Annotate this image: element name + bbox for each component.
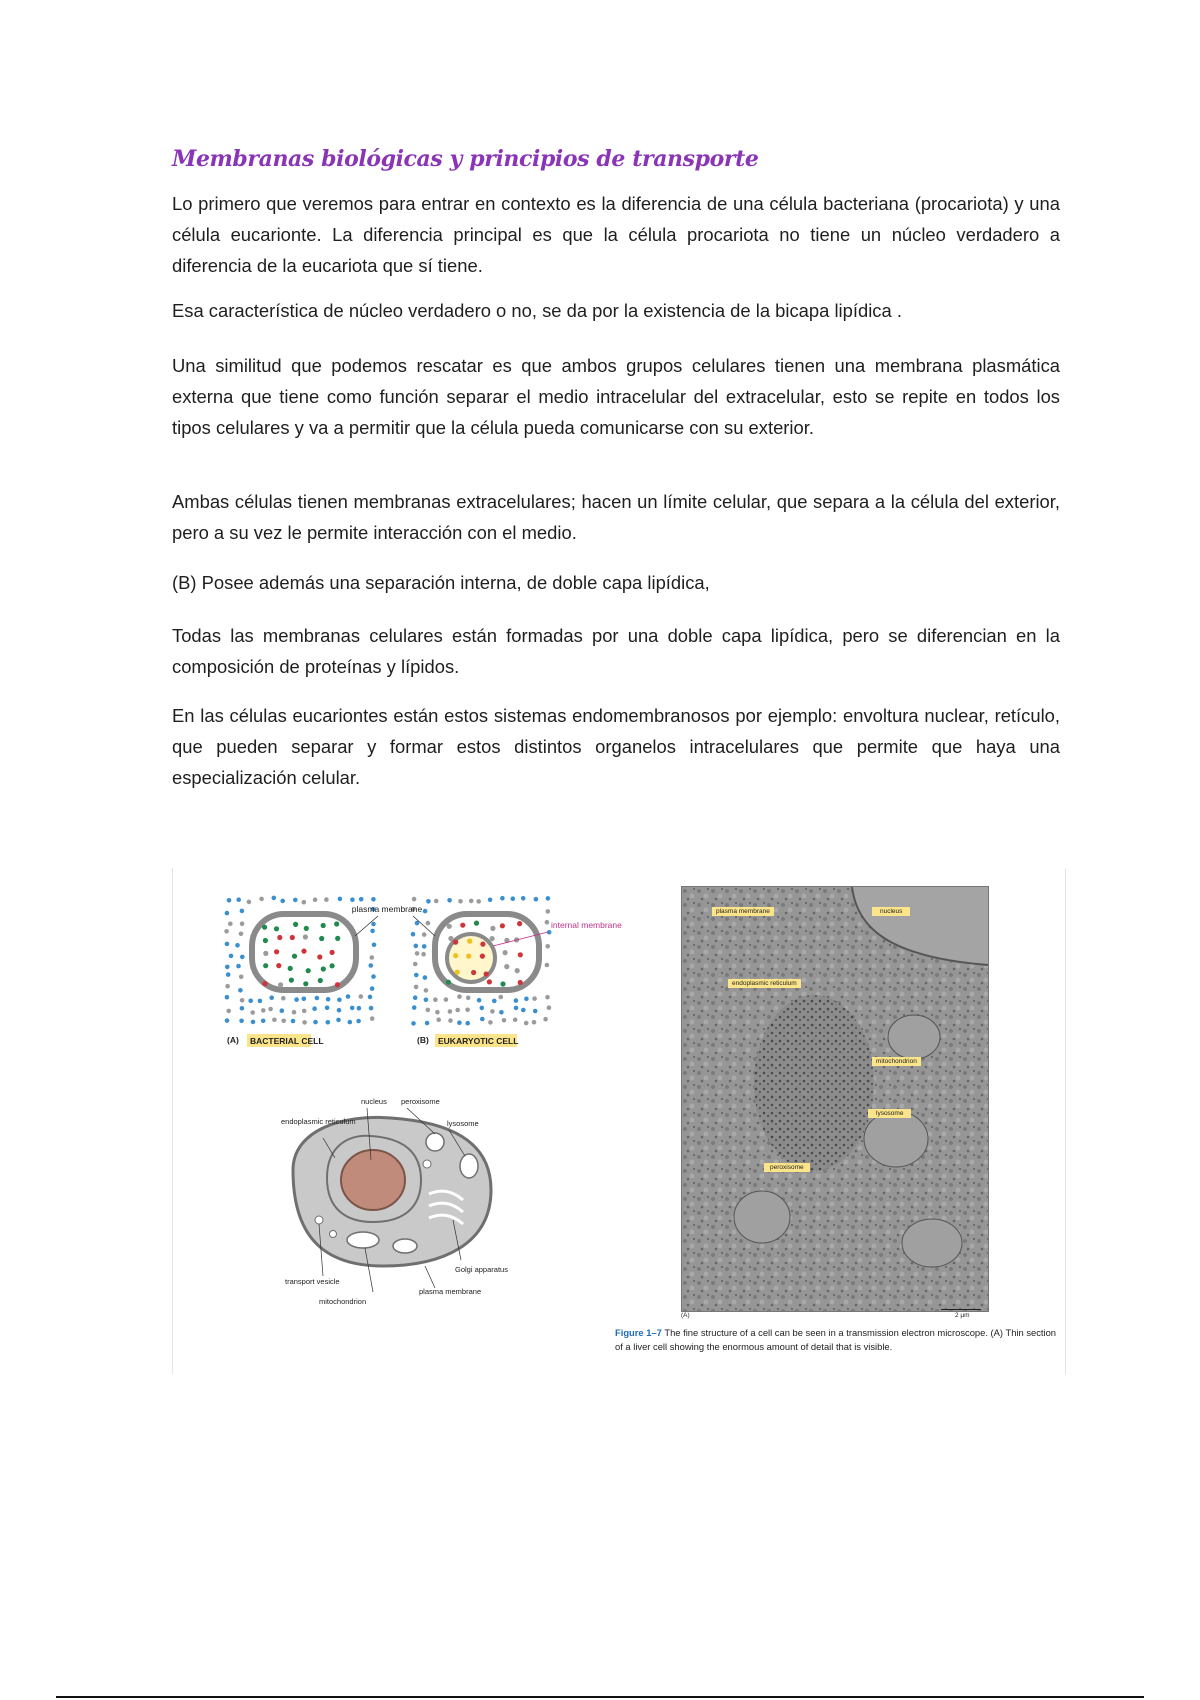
- molecule-dot: [460, 923, 465, 928]
- molecule-dot: [278, 982, 283, 987]
- molecule-dot: [274, 926, 279, 931]
- paragraph-7: En las células eucariontes están estos sistemas endomembranosos por ejemplo: envoltura nuclear, retículo, que pueden separar y formar estos distintos organelos intracelulares que permite que haya una especialización celular.: [172, 705, 1060, 788]
- molecule-dot: [306, 968, 311, 973]
- molecule-dot: [546, 896, 551, 901]
- page-title: Membranas biológicas y principios de transporte: [172, 146, 759, 172]
- molecule-dot: [238, 988, 243, 993]
- molecule-dot: [547, 1005, 552, 1010]
- molecule-dot: [435, 1010, 440, 1015]
- molecule-dot: [240, 1006, 245, 1011]
- molecule-dot: [313, 1020, 318, 1025]
- molecule-dot: [514, 1006, 519, 1011]
- panel-a-label: BACTERIAL CELL: [250, 1036, 324, 1046]
- molecule-dot: [499, 995, 504, 1000]
- molecule-dot: [290, 935, 295, 940]
- molecule-dot: [413, 962, 418, 967]
- paragraph-1: Lo primero que veremos para entrar en contexto es la diferencia de una célula bacteriana (procariota) y una célula eucarionte. La diferencia principal es que la célula procariota no tiene un núcleo verdadero a diferencia de la eucariota que sí tiene.: [172, 193, 1060, 276]
- molecule-dot: [294, 997, 299, 1002]
- bottom-rule: [56, 1696, 1144, 1698]
- molecule-dot: [500, 923, 505, 928]
- molecule-dot: [453, 940, 458, 945]
- molecule-dot: [227, 898, 232, 903]
- em-panel-letter: (A): [681, 1312, 690, 1319]
- molecule-dot: [492, 999, 497, 1004]
- bacterial-cell-diagram: [224, 896, 376, 1025]
- molecule-dot: [412, 1005, 417, 1010]
- molecule-dot: [336, 1018, 341, 1023]
- molecule-dot: [422, 944, 427, 949]
- mitochondrion-region: [864, 1111, 928, 1167]
- molecule-dot: [272, 896, 277, 901]
- molecule-dot: [326, 997, 331, 1002]
- molecule-dot: [281, 1019, 286, 1024]
- molecule-dot: [488, 898, 493, 903]
- molecule-dot: [225, 942, 230, 947]
- molecule-dot: [370, 986, 375, 991]
- peroxisome-shape: [426, 1133, 444, 1151]
- molecule-dot: [487, 979, 492, 984]
- vesicle-shape: [423, 1160, 431, 1168]
- molecule-dot: [370, 955, 375, 960]
- molecule-dot: [444, 997, 449, 1002]
- molecule-dot: [330, 950, 335, 955]
- molecule-dot: [239, 975, 244, 980]
- molecule-dot: [465, 1021, 470, 1026]
- electron-micrograph: [681, 886, 989, 1312]
- molecule-dot: [261, 1008, 266, 1013]
- molecule-dot: [359, 994, 364, 999]
- eukaryotic-cell-diagram: [411, 896, 552, 1026]
- molecule-dot: [469, 899, 474, 904]
- molecule-dot: [302, 1009, 307, 1014]
- molecule-dot: [228, 922, 233, 927]
- paragraph-3: Una similitud que podemos rescatar es que ambos grupos celulares tienen una membrana plasmática externa que tiene como función separar el medio intracelular del extracelular, esto se repite en todos los tipos celulares y va a permitir que la célula pueda comunicarse con su exterior.: [172, 355, 1060, 438]
- molecule-dot: [337, 998, 342, 1003]
- molecule-dot: [490, 926, 495, 931]
- molecule-dot: [225, 965, 230, 970]
- molecule-dot: [500, 896, 505, 901]
- paragraph-6: Todas las membranas celulares están formadas por una doble capa lipídica, pero se diferencian en la composición de proteínas y lípidos.: [172, 625, 1060, 677]
- molecule-dot: [371, 922, 376, 927]
- molecule-dot: [423, 909, 428, 914]
- molecule-dot: [280, 899, 285, 904]
- molecule-dot: [521, 1008, 526, 1013]
- molecule-dot: [413, 995, 418, 1000]
- molecule-dot: [293, 898, 298, 903]
- molecule-dot: [240, 909, 245, 914]
- molecule-dot: [490, 936, 495, 941]
- mitochondrion-shape: [347, 1232, 379, 1248]
- molecule-dot: [315, 996, 320, 1001]
- molecule-dot: [471, 970, 476, 975]
- molecule-dot: [480, 1006, 485, 1011]
- molecule-dot: [534, 897, 539, 902]
- caption-text: The fine structure of a cell can be seen in a transmission electron microscope. (A) Thin section of a liver cell showing the enormous amount of detail that is visible.: [615, 1327, 1057, 1352]
- molecule-dot: [433, 997, 438, 1002]
- molecule-dot: [292, 954, 297, 959]
- molecule-dot: [480, 942, 485, 947]
- molecule-dot: [291, 1019, 296, 1024]
- em-label-nucleus: nucleus: [872, 907, 910, 916]
- molecule-dot: [229, 954, 234, 959]
- molecule-dot: [434, 899, 439, 904]
- molecule-dot: [368, 995, 373, 1000]
- molecule-dot: [426, 1008, 431, 1013]
- molecule-dot: [318, 978, 323, 983]
- vesicle-label: transport vesicle: [285, 1277, 340, 1286]
- golgi-label: Golgi apparatus: [455, 1265, 508, 1274]
- panel-b-label: EUKARYOTIC CELL: [438, 1036, 519, 1046]
- molecule-dot: [269, 995, 274, 1000]
- mitochondrion-label: mitochondrion: [319, 1297, 367, 1306]
- molecule-dot: [235, 943, 240, 948]
- molecule-dot: [225, 911, 230, 916]
- molecule-dot: [371, 974, 376, 979]
- molecule-dot: [335, 982, 340, 987]
- molecule-dot: [422, 932, 427, 937]
- molecule-dot: [546, 909, 551, 914]
- molecule-dot: [455, 1008, 460, 1013]
- molecule-dot: [502, 1018, 507, 1023]
- molecule-dot: [225, 984, 230, 989]
- molecule-dot: [371, 897, 376, 902]
- molecule-dot: [262, 981, 267, 986]
- molecule-dot: [411, 932, 416, 937]
- molecule-dot: [458, 899, 463, 904]
- nucleus-label: nucleus: [361, 1097, 387, 1106]
- molecule-dot: [370, 1016, 375, 1021]
- molecule-dot: [325, 1006, 330, 1011]
- molecule-dot: [225, 1018, 230, 1023]
- molecule-dot: [326, 1020, 331, 1025]
- molecule-dot: [321, 966, 326, 971]
- molecule-dot: [335, 936, 340, 941]
- molecule-dot: [545, 963, 550, 968]
- panel-b-letter: (B): [417, 1035, 429, 1045]
- molecule-dot: [372, 943, 377, 948]
- internal-membrane-label: internal membrane: [551, 920, 622, 930]
- molecule-dot: [369, 963, 374, 968]
- molecule-dot: [356, 1019, 361, 1024]
- molecule-dot: [337, 1008, 342, 1013]
- molecule-dot: [313, 897, 318, 902]
- molecule-dot: [258, 999, 263, 1004]
- eukaryotic-organelle-diagram: [293, 1117, 491, 1266]
- molecule-dot: [426, 921, 431, 926]
- molecule-dot: [338, 897, 343, 902]
- molecule-dot: [272, 1018, 277, 1023]
- molecule-dot: [251, 1020, 256, 1025]
- molecule-dot: [477, 998, 482, 1003]
- molecule-dot: [250, 1010, 255, 1015]
- molecule-dot: [321, 923, 326, 928]
- figure-ref: Figure 1–7: [615, 1327, 662, 1338]
- molecule-dot: [474, 921, 479, 926]
- em-label-lysosome: lysosome: [868, 1109, 911, 1118]
- molecule-dot: [302, 900, 307, 905]
- molecule-dot: [447, 924, 452, 929]
- molecule-dot: [240, 955, 245, 960]
- molecule-dot: [370, 929, 375, 934]
- molecule-dot: [226, 972, 231, 977]
- lysosome-shape: [460, 1154, 478, 1178]
- molecule-dot: [324, 897, 329, 902]
- molecule-dot: [490, 1009, 495, 1014]
- molecule-dot: [511, 896, 516, 901]
- molecule-dot: [226, 1009, 231, 1014]
- em-label-mitochondrion: mitochondrion: [872, 1057, 921, 1066]
- molecule-dot: [262, 925, 267, 930]
- molecule-dot: [293, 922, 298, 927]
- molecule-dot: [545, 995, 550, 1000]
- molecule-dot: [424, 998, 429, 1003]
- molecule-dot: [312, 1006, 317, 1011]
- molecule-dot: [350, 897, 355, 902]
- molecule-dot: [466, 996, 471, 1001]
- molecule-dot: [514, 998, 519, 1003]
- molecule-dot: [457, 1020, 462, 1025]
- molecule-dot: [504, 964, 509, 969]
- molecule-dot: [280, 1008, 285, 1013]
- glycogen-region: [754, 995, 874, 1171]
- figure-caption: [615, 1326, 1059, 1354]
- molecule-dot: [225, 995, 230, 1000]
- molecule-dot: [412, 897, 417, 902]
- micrograph-image: [682, 887, 988, 1311]
- molecule-dot: [239, 932, 244, 937]
- molecule-dot: [476, 899, 481, 904]
- molecule-dot: [302, 997, 307, 1002]
- molecule-dot: [517, 921, 522, 926]
- molecule-dot: [274, 949, 279, 954]
- molecule-dot: [303, 934, 308, 939]
- molecule-dot: [414, 985, 419, 990]
- molecule-dot: [415, 951, 420, 956]
- paragraph-4: Ambas células tienen membranas extracelulares; hacen un límite celular, que separa a la célula del exterior, pero a su vez le permite interacción con el medio.: [172, 491, 1060, 543]
- molecule-dot: [423, 975, 428, 980]
- cell-diagrams: [173, 868, 673, 1374]
- scale-label: 2 µm: [955, 1312, 970, 1319]
- molecule-dot: [301, 949, 306, 954]
- molecule-dot: [448, 1009, 453, 1014]
- molecule-dot: [532, 996, 537, 1001]
- paragraph-5: (B) Posee además una separación interna, de doble capa lipídica,: [172, 572, 710, 593]
- molecule-dot: [453, 953, 458, 958]
- er-label: endoplasmic reticulum: [281, 1117, 356, 1126]
- molecule-dot: [292, 1010, 297, 1015]
- vesicle-shape: [330, 1231, 337, 1238]
- molecule-dot: [263, 938, 268, 943]
- nucleus-shape: [341, 1150, 405, 1210]
- molecule-dot: [414, 944, 419, 949]
- molecule-dot: [448, 1018, 453, 1023]
- paragraph-2: Esa característica de núcleo verdadero o no, se da por la existencia de la bicapa lipídica .: [172, 300, 902, 321]
- vesicle-shape: [315, 1216, 323, 1224]
- molecule-dot: [513, 1018, 518, 1023]
- molecule-dot: [239, 1019, 244, 1024]
- molecule-dot: [288, 966, 293, 971]
- molecule-dot: [236, 897, 241, 902]
- molecule-dot: [425, 1021, 430, 1026]
- molecule-dot: [303, 981, 308, 986]
- molecule-dot: [543, 1017, 548, 1022]
- molecule-dot: [261, 1019, 266, 1024]
- molecule-dot: [304, 926, 309, 931]
- molecule-dot: [281, 996, 286, 1001]
- molecule-dot: [446, 980, 451, 985]
- molecule-dot: [499, 1010, 504, 1015]
- molecule-dot: [455, 970, 460, 975]
- molecule-dot: [357, 1006, 362, 1011]
- molecule-dot: [359, 897, 364, 902]
- molecule-dot: [302, 1020, 307, 1025]
- molecule-dot: [317, 954, 322, 959]
- molecule-dot: [533, 1009, 538, 1014]
- molecule-dot: [268, 1007, 273, 1012]
- molecule-dot: [369, 1006, 374, 1011]
- plasma-membrane-label: plasma membrane: [351, 904, 423, 914]
- molecule-dot: [248, 999, 253, 1004]
- molecule-dot: [518, 952, 523, 957]
- molecule-dot: [545, 944, 550, 949]
- molecule-dot: [350, 1006, 355, 1011]
- molecule-dot: [259, 897, 264, 902]
- molecule-dot: [224, 929, 229, 934]
- figure: [172, 868, 1066, 1374]
- molecule-dot: [515, 968, 520, 973]
- molecule-dot: [334, 921, 339, 926]
- molecule-dot: [426, 899, 431, 904]
- molecule-dot: [319, 936, 324, 941]
- em-label-er: endoplasmic reticulum: [728, 979, 801, 988]
- molecule-dot: [289, 978, 294, 983]
- em-label-peroxisome: peroxisome: [764, 1163, 810, 1172]
- plasma-membrane-label-2: plasma membrane: [419, 1287, 482, 1296]
- molecule-dot: [277, 935, 282, 940]
- molecule-dot: [457, 994, 462, 999]
- molecule-dot: [484, 971, 489, 976]
- molecule-dot: [466, 954, 471, 959]
- molecule-dot: [465, 1008, 470, 1013]
- molecule-dot: [348, 1020, 353, 1025]
- molecule-dot: [414, 973, 419, 978]
- molecule-dot: [480, 1017, 485, 1022]
- mitochondrion-region: [888, 1015, 940, 1059]
- molecule-dot: [503, 950, 508, 955]
- molecule-dot: [263, 951, 268, 956]
- molecule-dot: [424, 988, 429, 993]
- molecule-dot: [330, 963, 335, 968]
- molecule-dot: [467, 939, 472, 944]
- molecule-dot: [240, 998, 245, 1003]
- em-label-plasma-membrane: plasma membrane: [712, 907, 774, 916]
- molecule-dot: [276, 963, 281, 968]
- peroxisome-label: peroxisome: [401, 1097, 440, 1106]
- mitochondrion-region: [734, 1191, 790, 1243]
- molecule-dot: [448, 936, 453, 941]
- molecule-dot: [524, 1021, 529, 1026]
- molecule-dot: [263, 963, 268, 968]
- molecule-dot: [411, 1021, 416, 1026]
- molecule-dot: [436, 1018, 441, 1023]
- molecule-dot: [488, 1020, 493, 1025]
- molecule-dot: [521, 896, 526, 901]
- molecule-dot: [500, 981, 505, 986]
- molecule-dot: [247, 900, 252, 905]
- panel-a-letter: (A): [227, 1035, 239, 1045]
- molecule-dot: [240, 922, 245, 927]
- lysosome-label: lysosome: [447, 1119, 479, 1128]
- molecule-dot: [545, 920, 550, 925]
- molecule-dot: [532, 1020, 537, 1025]
- molecule-dot: [524, 997, 529, 1002]
- mitochondrion-region: [902, 1219, 962, 1267]
- scale-bar: [941, 1309, 981, 1310]
- mitochondrion-shape: [393, 1239, 417, 1253]
- molecule-dot: [518, 980, 523, 985]
- molecule-dot: [421, 952, 426, 957]
- molecule-dot: [346, 994, 351, 999]
- molecule-dot: [447, 898, 452, 903]
- molecule-dot: [236, 964, 241, 969]
- molecule-dot: [480, 954, 485, 959]
